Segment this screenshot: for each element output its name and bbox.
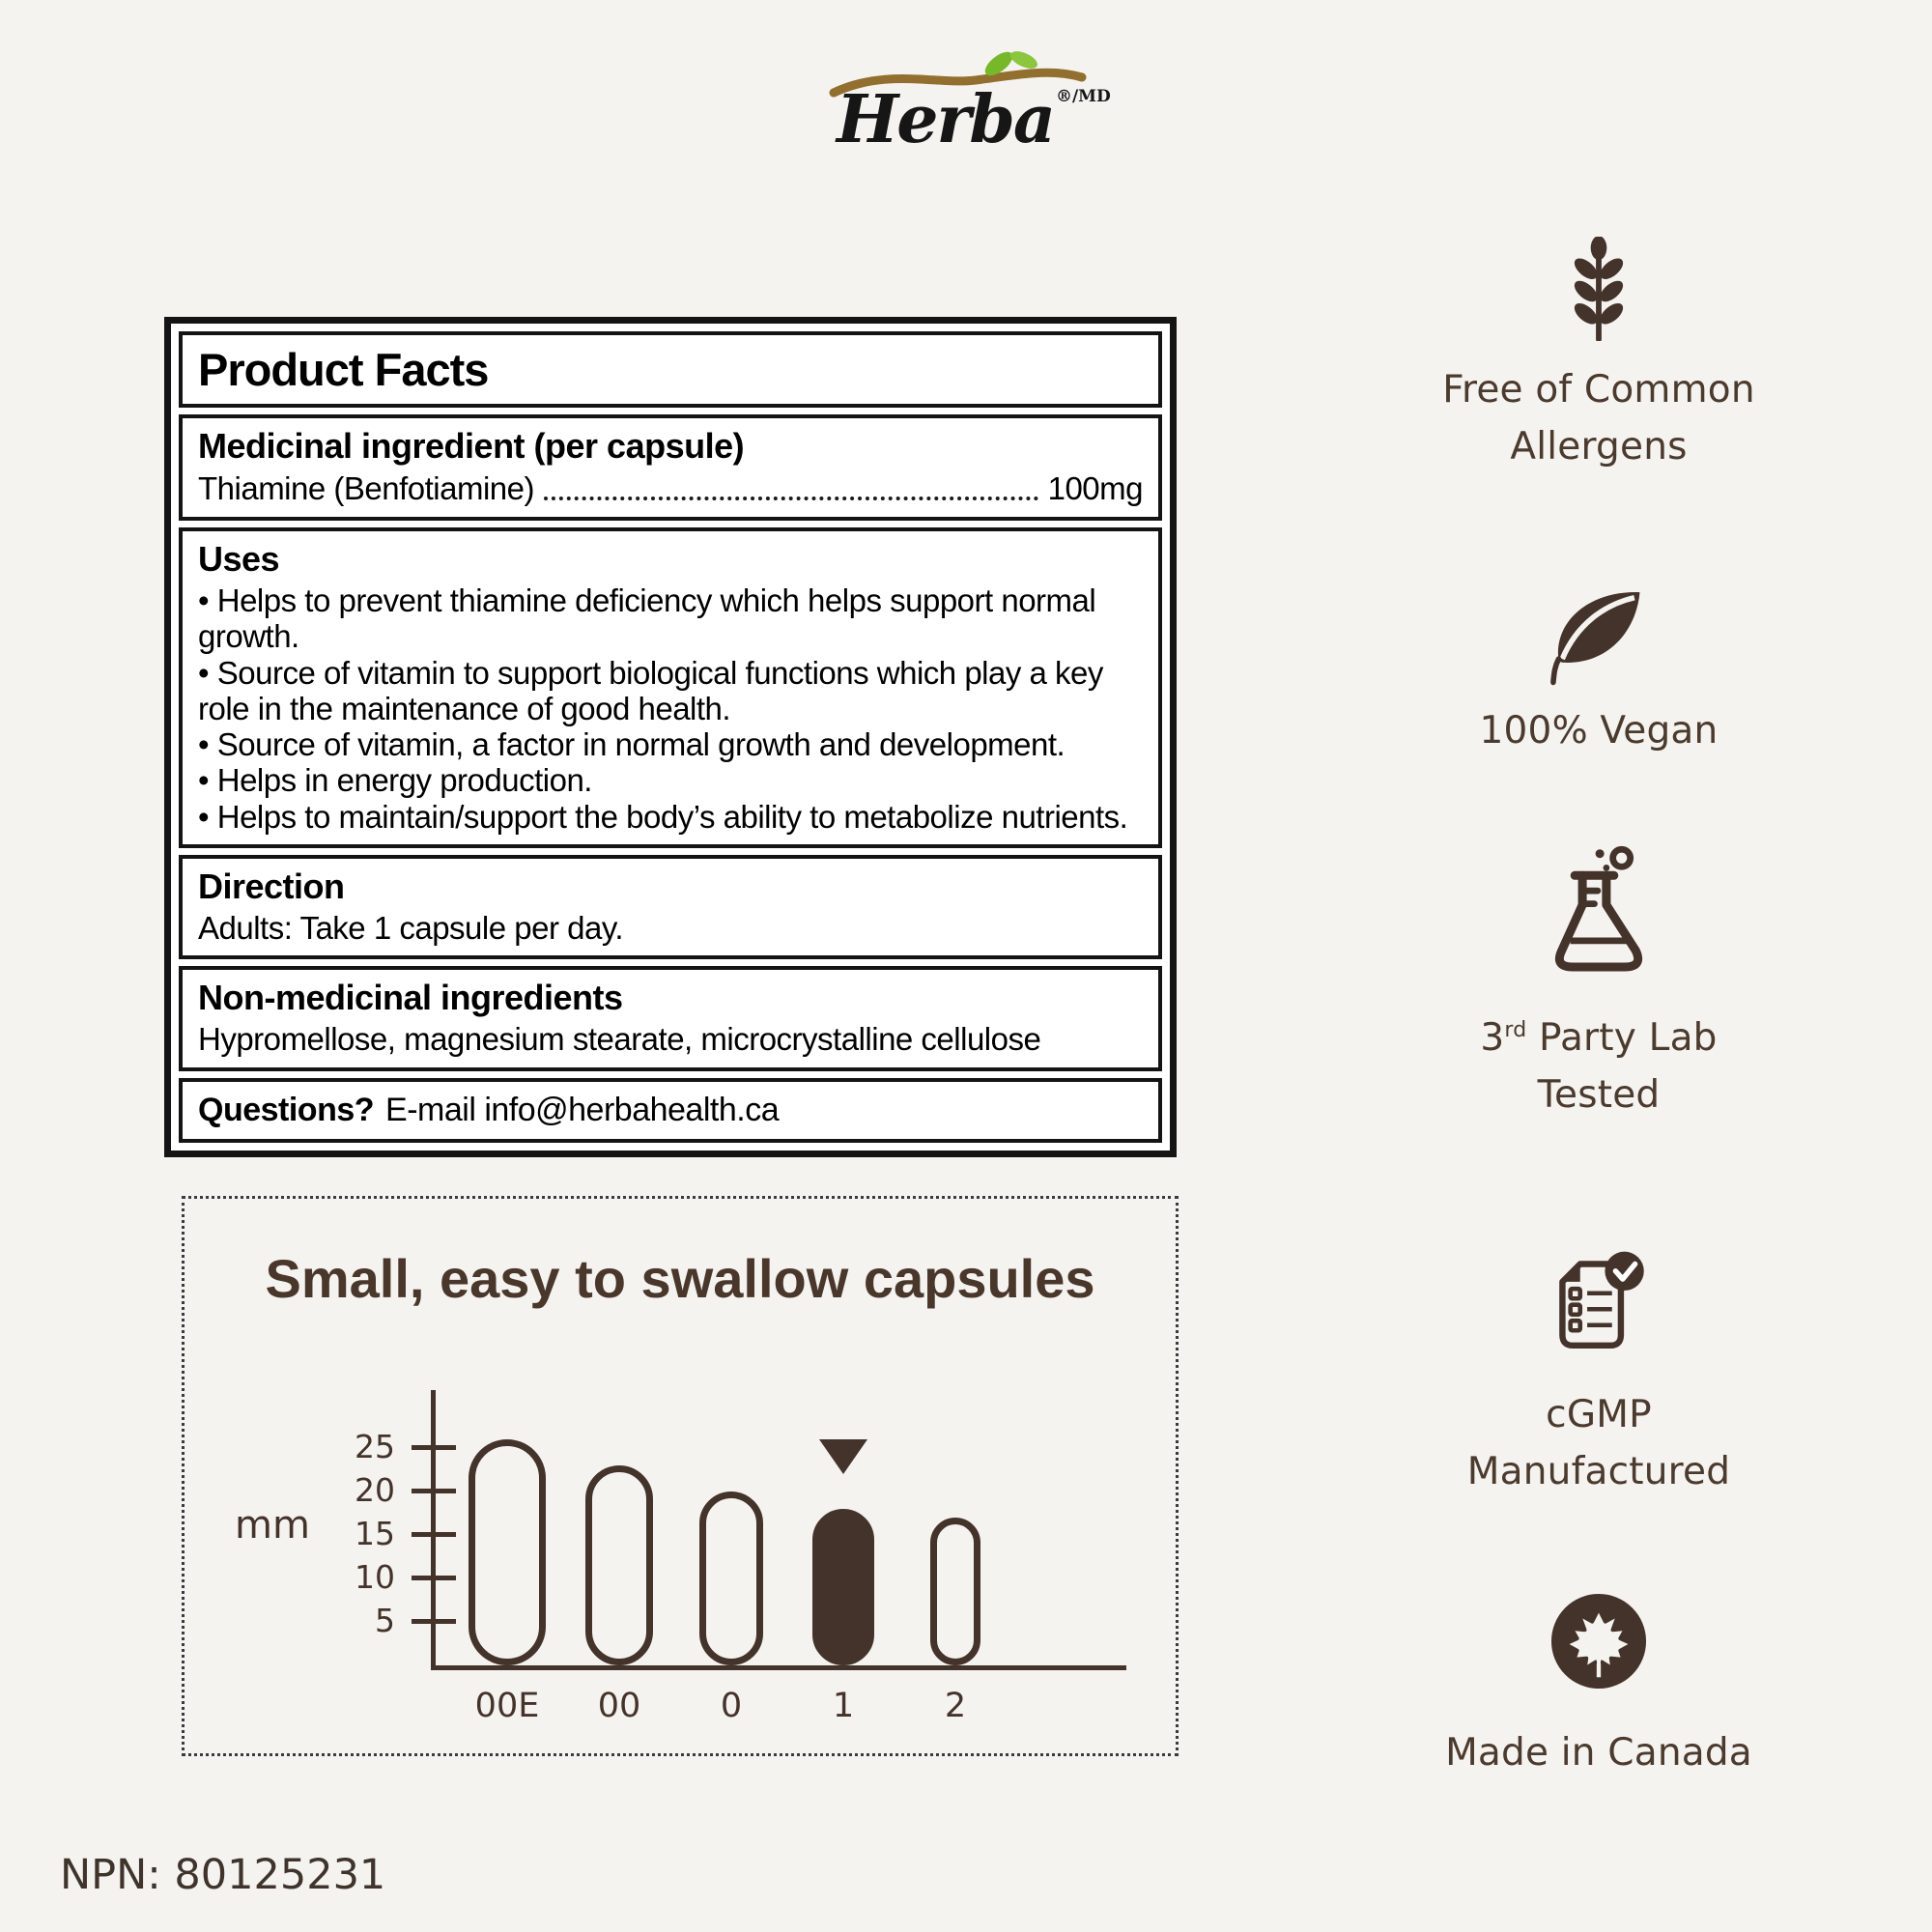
badge-label: Free of Common Allergens (1442, 368, 1755, 469)
capsule-size-chart (235, 1390, 1126, 1725)
non-medicinal-section (179, 966, 1162, 1070)
facts-title: Product Facts (179, 331, 1162, 408)
medicinal-heading: Medicinal ingredient (per capsule) (198, 426, 745, 466)
wheat-icon (1550, 237, 1647, 341)
capsule-size-00 (585, 1465, 653, 1665)
capsule-size-label: 00E (474, 1687, 540, 1725)
capsule-size-2 (930, 1518, 980, 1665)
badge-label: 100% Vegan (1479, 709, 1719, 753)
medicinal-ingredient-section (179, 414, 1162, 521)
badge-lab-tested (1396, 842, 1802, 1123)
uses-bullet: • Helps in energy production. (198, 762, 1143, 798)
y-axis-tick-label: 25 (355, 1428, 395, 1465)
ingredient-row (198, 470, 1143, 507)
non-medicinal-text: Hypromellose, magnesium stearate, microcrystalline cellulose (198, 1021, 1041, 1058)
badge-label: cGMP Manufactured (1466, 1393, 1731, 1493)
ingredient-amount: 100mg (1047, 470, 1143, 506)
capsule-cell (675, 1390, 787, 1725)
capsule-cell (787, 1390, 899, 1725)
uses-bullet: • Helps to maintain/support the body’s ability to metabolize nutrients. (198, 799, 1143, 835)
y-axis-tick-label: 5 (375, 1602, 395, 1639)
capsule-row (451, 1390, 1011, 1725)
maple-leaf-icon (1549, 1592, 1648, 1690)
y-axis-tick-label: 15 (355, 1515, 395, 1552)
uses-bullet: • Source of vitamin to support biological functions which play a key role in the maintenance of good health. (198, 655, 1143, 727)
trademark-mark: ®/MD (1055, 87, 1111, 106)
capsule-size-label: 00 (597, 1687, 641, 1725)
product-facts-panel (164, 317, 1177, 1157)
capsule-size-label: 2 (944, 1687, 967, 1725)
brand-name: Herba $^{®/MD}$ (837, 81, 1111, 158)
dotted-leader (544, 497, 1038, 500)
non-medicinal-heading: Non-medicinal ingredients (198, 978, 623, 1018)
capsule-size-0 (699, 1492, 763, 1665)
badge-allergen-free (1396, 237, 1802, 475)
highlight-arrow-icon (819, 1439, 867, 1474)
capsule-cell (899, 1390, 1011, 1725)
capsule-cell (563, 1390, 675, 1725)
y-axis-tick (412, 1489, 456, 1493)
y-axis-tick (412, 1445, 456, 1450)
badge-label: Made in Canada (1445, 1731, 1752, 1775)
uses-bullet: • Source of vitamin, a factor in normal growth and development. (198, 726, 1143, 762)
direction-heading: Direction (198, 866, 345, 906)
questions-heading: Questions? (198, 1091, 375, 1128)
questions-section (179, 1078, 1162, 1143)
badge-label: 3rd Party Lab Tested (1480, 1016, 1718, 1117)
uses-heading: Uses (198, 539, 280, 579)
ingredient-name: Thiamine (Benfotiamine) (198, 470, 534, 506)
capsule-size-box (182, 1196, 1179, 1756)
uses-section (179, 527, 1162, 848)
y-axis-tick-label: 10 (355, 1558, 395, 1596)
brand-logo (811, 48, 1121, 174)
y-axis-tick-label: 20 (355, 1471, 395, 1509)
y-axis-tick (412, 1576, 456, 1580)
clipboard-check-icon (1539, 1248, 1659, 1354)
badge-cgmp (1396, 1248, 1802, 1500)
capsule-box-title: Small, easy to swallow capsules (265, 1248, 1095, 1309)
direction-text: Adults: Take 1 capsule per day. (198, 909, 624, 946)
leaf-icon (1539, 580, 1660, 688)
capsule-size-label: 1 (832, 1687, 855, 1725)
uses-bullet: • Helps to prevent thiamine deficiency which helps support normal growth. (198, 582, 1143, 655)
direction-section (179, 855, 1162, 959)
capsule-size-1 (812, 1509, 874, 1665)
capsule-size-label: 0 (720, 1687, 743, 1725)
badge-made-in-canada (1396, 1592, 1802, 1782)
capsule-size-00e (469, 1439, 546, 1665)
questions-email: E-mail info@herbahealth.ca (385, 1091, 780, 1128)
y-axis-tick (412, 1619, 456, 1624)
y-axis-tick (412, 1532, 456, 1537)
lab-flask-icon (1539, 842, 1659, 989)
y-axis-unit-label: mm (235, 1503, 310, 1548)
capsule-cell (451, 1390, 563, 1725)
badge-vegan (1396, 580, 1802, 760)
npn-number: NPN: 80125231 (60, 1851, 386, 1899)
